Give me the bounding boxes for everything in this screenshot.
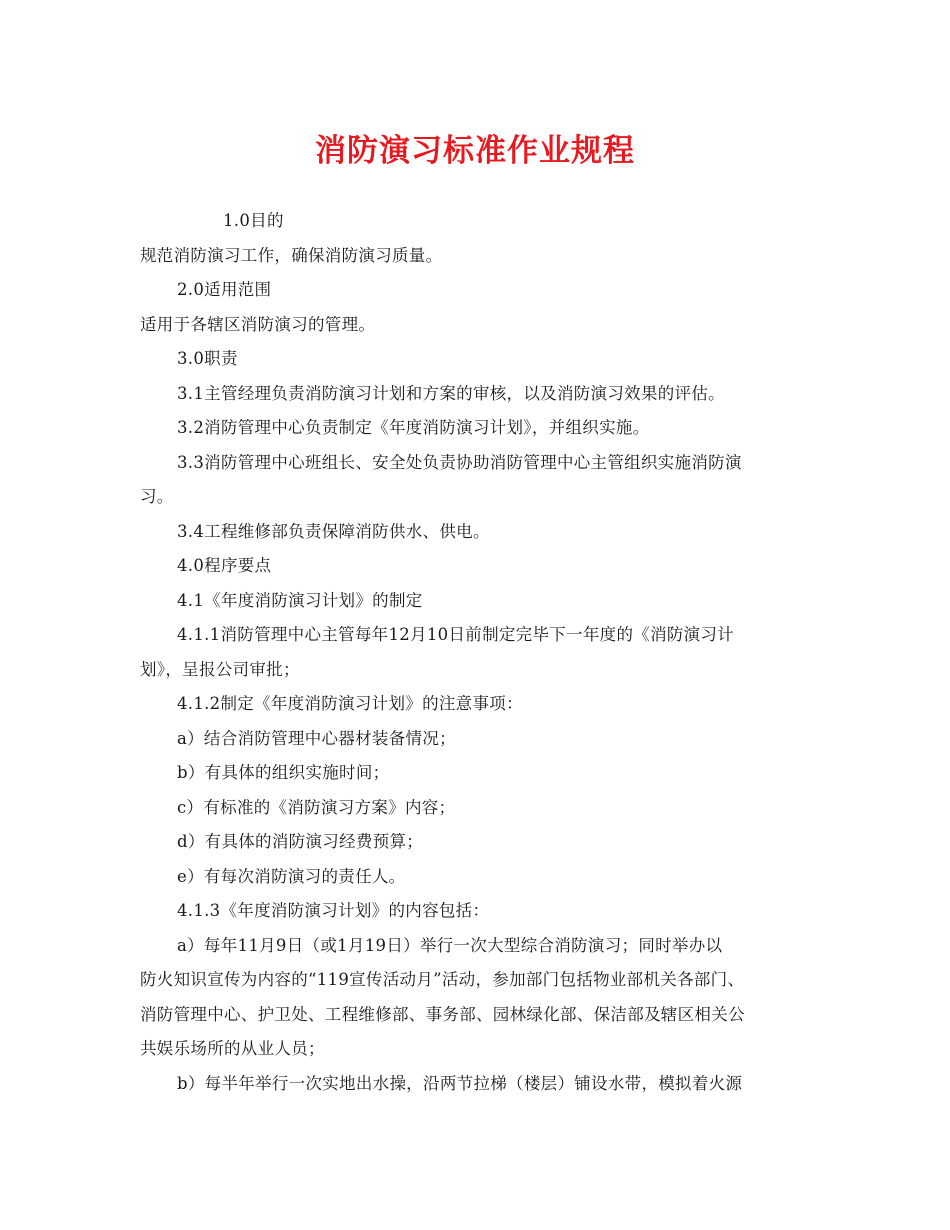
paragraph-line: a）每年11月9日（或1月19日）举行一次大型综合消防演习；同时举办以 — [177, 935, 723, 955]
paragraph-line: 1.0目的 — [223, 211, 284, 230]
paragraph-line: 3.2消防管理中心负责制定《年度消防演习计划》，并组织实施。 — [177, 418, 650, 437]
paragraph-line: 共娱乐场所的从业人员； — [140, 1039, 325, 1058]
document-title: 消防演习标准作业规程 — [315, 133, 635, 169]
paragraph-line: 适用于各辖区消防演习的管理。 — [140, 314, 376, 334]
paragraph-line: 4.1.2制定《年度消防演习计划》的注意事项： — [177, 694, 523, 713]
paragraph-line: a）结合消防管理中心器材装备情况； — [177, 728, 456, 748]
document-body — [140, 204, 820, 1101]
paragraph-line: 4.1《年度消防演习计划》的制定 — [177, 590, 423, 610]
paragraph-line: 防火知识宣传为内容的“119宣传活动月”活动，参加部门包括物业部机关各部门、 — [140, 970, 745, 989]
paragraph-line: 3.3消防管理中心班组长、安全处负责协助消防管理中心主管组织实施消防演 — [177, 452, 742, 472]
paragraph-line: 消防管理中心、护卫处、工程维修部、事务部、园林绿化部、保洁部及辖区相关公 — [140, 1004, 745, 1024]
paragraph-line: b）有具体的组织实施时间； — [177, 763, 390, 782]
paragraph-line: 规范消防演习工作，确保消防演习质量。 — [140, 245, 443, 265]
paragraph-line: 3.1主管经理负责消防演习计划和方案的审核，以及消防演习效果的评估。 — [177, 383, 725, 403]
paragraph-line: 习。 — [140, 487, 174, 506]
paragraph-line: e）有每次消防演习的责任人。 — [177, 866, 406, 886]
paragraph-line: c）有标准的《消防演习方案》内容； — [177, 797, 456, 817]
paragraph-line: 3.4工程维修部负责保障消防供水、供电。 — [177, 521, 490, 541]
paragraph-line: d）有具体的消防演习经费预算； — [177, 832, 424, 851]
paragraph-line: 4.1.3《年度消防演习计划》的内容包括： — [177, 901, 490, 920]
paragraph-line: 划》，呈报公司审批； — [140, 659, 300, 679]
paragraph-line: 4.0程序要点 — [177, 556, 272, 575]
paragraph-line: 3.0职责 — [177, 349, 238, 368]
paragraph-line: 2.0适用范围 — [177, 280, 272, 299]
paragraph-line: 4.1.1消防管理中心主管每年12月10日前制定完毕下一年度的《消防演习计 — [177, 625, 735, 644]
paragraph-line: b）每半年举行一次实地出水操，沿两节拉梯（楼层）铺设水带，模拟着火源 — [177, 1073, 743, 1093]
